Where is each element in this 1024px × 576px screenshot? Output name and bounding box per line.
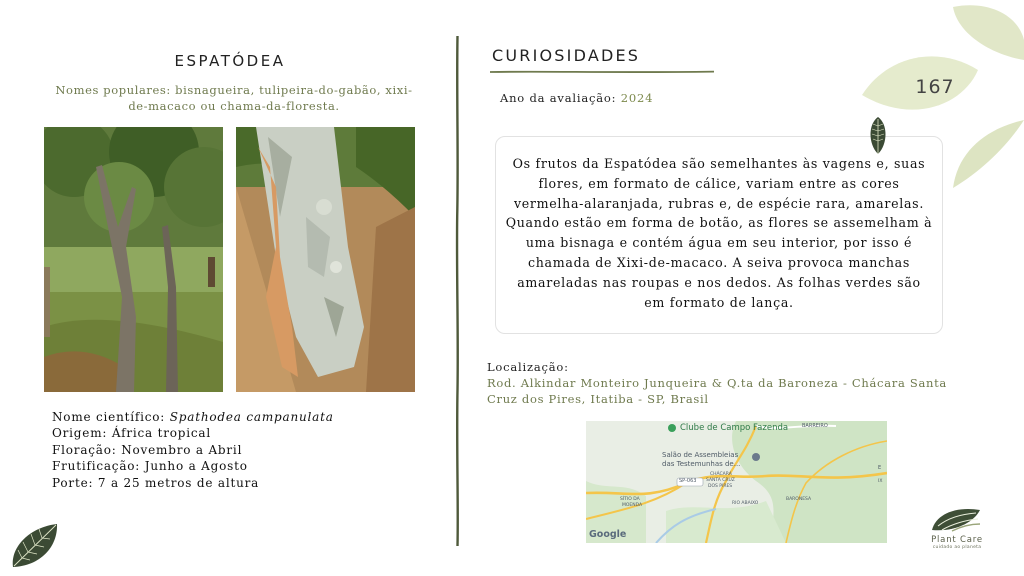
map-label-chacara-3: DOS PIRES (708, 484, 733, 489)
item-number: 167 (915, 76, 955, 98)
fruiting-line: Frutificação: Junho a Agosto (52, 459, 248, 474)
curiosities-title: CURIOSIDADES (492, 46, 641, 65)
map-label-edge-1: E (878, 465, 882, 471)
brand-tagline: cuidado ao planeta (932, 545, 982, 550)
map-label-sitio-1: SÍTIO DA (620, 497, 640, 502)
size-line: Porte: 7 a 25 metros de altura (52, 475, 260, 490)
popular-names: Nomes populares: bisnagueira, tulipeira-do-gabão, xixi-de-macaco ou chama-da-floresta. (55, 83, 413, 113)
club-pin-icon[interactable] (668, 424, 676, 432)
year-label: Ano da avaliação: (500, 91, 621, 105)
scientific-name: Spathodea campanulata (169, 410, 334, 424)
vertical-divider (455, 36, 460, 546)
map-label-barreiro: BARREIRO (802, 423, 828, 429)
plant-title: ESPATÓDEA (174, 52, 286, 70)
year-value: 2024 (620, 91, 654, 105)
map-canvas (586, 421, 887, 543)
scientific-label: Nome científico: (52, 410, 170, 424)
origin-line: Origem: África tropical (52, 426, 212, 441)
leaf-icon (866, 116, 890, 156)
leaf-icon (10, 522, 60, 570)
map-label-salao-2: das Testemunhas de... (662, 460, 741, 468)
map-label-sitio-2: MOENDA (622, 503, 643, 508)
location-map[interactable] (586, 421, 887, 543)
scientific-name-line (52, 409, 334, 425)
curiosities-text: Os frutos da Espatódea são semelhantes às vagens e, suas flores, em formato de cálice, variam entre as cores vermelha-alaranjada, rubras e, de espécie rara, amarelas. Quando estão em forma de botão, as flores se assemelham à uma bisnaga e contém água em seu interior, por isso é chamada de Xixi-de-macaco. A seiva provoca manchas amareladas nas roupas e nos dedos. As folhas verdes são em formato de lança. (505, 156, 933, 310)
map-label-road: SP-063 (679, 478, 697, 484)
plant-facts (52, 409, 334, 491)
flowering-line: Floração: Novembro a Abril (52, 442, 243, 457)
map-label-rio: RIO ABAIXO (732, 501, 759, 506)
location-address: Rod. Alkindar Monteiro Junqueira & Q.ta da Baroneza - Chácara Santa Cruz dos Pires, Itatiba - SP, Brasil (487, 376, 947, 406)
trunk-photo (236, 127, 415, 392)
map-label-club: Clube de Campo Fazenda (680, 423, 789, 433)
map-label-salao-1: Salão de Assembleias (662, 451, 739, 459)
plant-care-logo (922, 500, 992, 560)
title-underline (490, 70, 714, 74)
map-label-chacara-1: CHÁCARA (710, 472, 732, 477)
salao-pin-icon[interactable] (752, 453, 760, 461)
map-label-chacara-2: SANTA CRUZ (706, 478, 735, 483)
map-label-edge-2: IX (878, 479, 883, 484)
map-label-baronesa: BARONESA (786, 497, 812, 502)
google-logo: Google (589, 529, 627, 540)
brand-name: Plant Care (931, 535, 983, 545)
evaluation-year (500, 91, 653, 105)
tree-photo (44, 127, 223, 392)
location-label: Localização: (487, 360, 569, 374)
